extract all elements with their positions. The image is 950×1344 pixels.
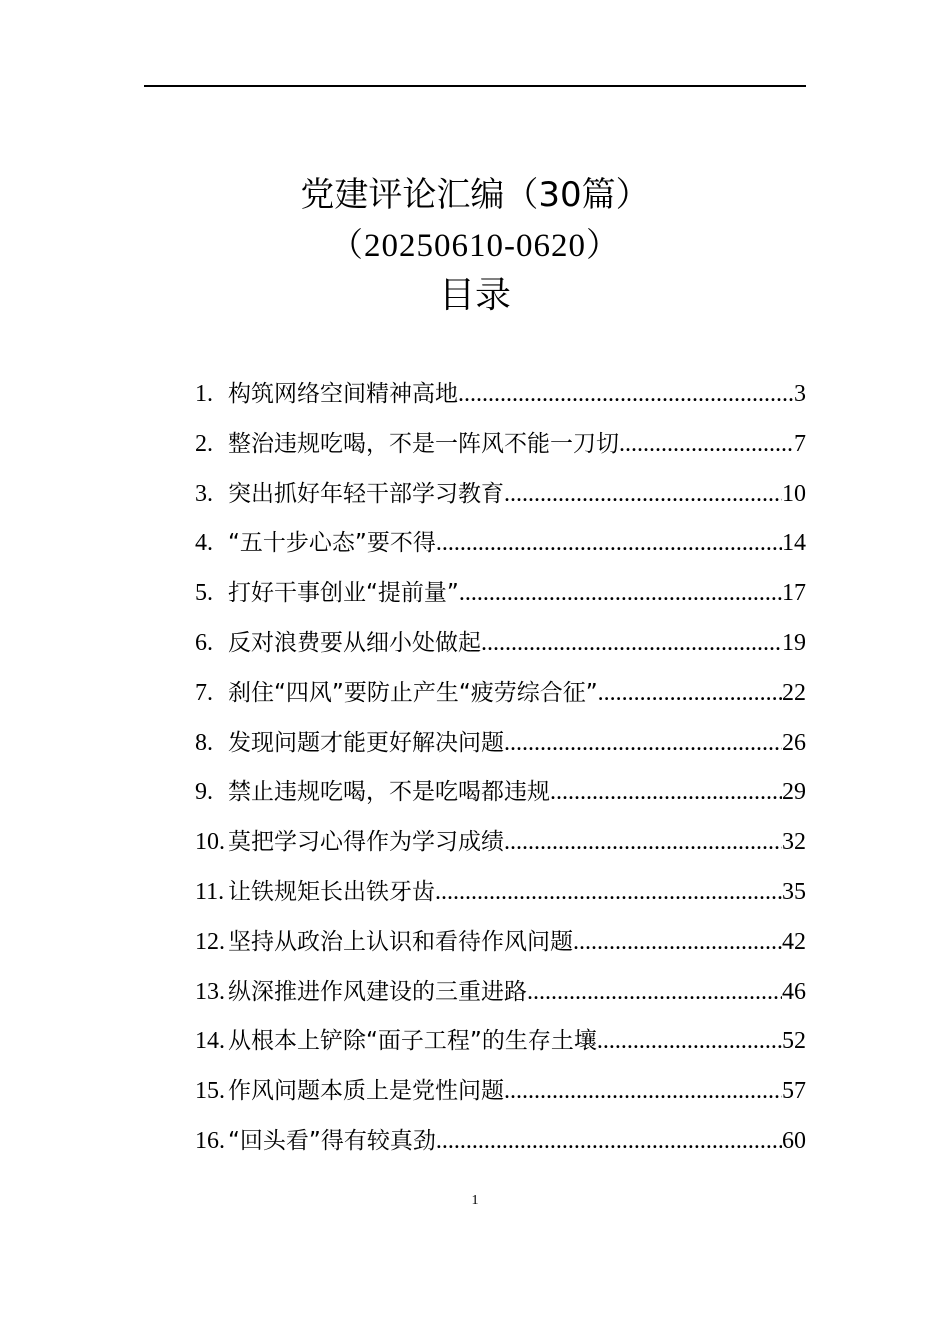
toc-entry[interactable] xyxy=(195,868,806,918)
toc-entry-number: 14. xyxy=(195,1028,225,1055)
toc-dot-leader xyxy=(458,370,794,420)
toc-dot-leader xyxy=(459,569,782,619)
toc-entry-number: 10. xyxy=(195,829,225,856)
toc-entry-page: 42 xyxy=(782,928,806,955)
toc-dot-leader xyxy=(598,669,782,719)
toc-entry-number: 16. xyxy=(195,1127,225,1154)
toc-entry-page: 17 xyxy=(782,580,806,607)
toc-entry-title: 禁止违规吃喝，不是吃喝都违规 xyxy=(228,779,550,806)
toc-entry[interactable] xyxy=(195,569,806,619)
toc-entry-page: 35 xyxy=(782,878,806,905)
toc-entry-page: 32 xyxy=(782,829,806,856)
toc-entry-title: 让铁规矩长出铁牙齿 xyxy=(228,878,435,905)
toc-entry-title: 突出抓好年轻干部学习教育 xyxy=(228,480,504,507)
document-date-range: （20250610-0620） xyxy=(330,228,620,264)
document-title: 党建评论汇编（30篇） xyxy=(300,175,650,215)
toc-entry-page: 57 xyxy=(782,1078,806,1105)
toc-entry-title: 作风问题本质上是党性问题 xyxy=(228,1078,504,1105)
toc-entry[interactable] xyxy=(195,1117,806,1167)
toc-entry-number: 4. xyxy=(195,530,213,557)
toc-entry[interactable] xyxy=(195,470,806,520)
toc-entry-number: 7. xyxy=(195,679,213,706)
toc-entry-page: 3 xyxy=(794,381,806,407)
toc-entry-page: 19 xyxy=(782,629,806,656)
toc-entry[interactable] xyxy=(195,719,806,769)
toc-entry-number: 9. xyxy=(195,779,213,806)
toc-dot-leader xyxy=(436,519,782,569)
toc-entry-title: “回头看”得有较真劲 xyxy=(228,1127,436,1154)
toc-entry-page: 26 xyxy=(782,729,806,756)
toc-entry-title: 莫把学习心得作为学习成绩 xyxy=(228,829,504,856)
toc-heading: 目录 xyxy=(438,275,511,316)
toc-entry-number: 2. xyxy=(195,430,213,457)
toc-entry-number: 15. xyxy=(195,1078,225,1105)
toc-entry-number: 3. xyxy=(195,480,213,507)
toc-entry-number: 13. xyxy=(195,978,225,1005)
toc-entry-title: 反对浪费要从细小处做起 xyxy=(228,629,481,656)
toc-entry[interactable] xyxy=(195,519,806,569)
toc-entry[interactable] xyxy=(195,768,806,818)
toc-entry-page: 10 xyxy=(782,480,806,507)
toc-entry-title: 从根本上铲除“面子工程”的生存土壤 xyxy=(228,1028,597,1055)
toc-entry-number: 11. xyxy=(195,878,225,905)
toc-entry[interactable] xyxy=(195,818,806,868)
toc-entry-number: 8. xyxy=(195,729,213,756)
toc-dot-leader xyxy=(436,1117,782,1167)
toc-entry-page: 22 xyxy=(782,679,806,706)
toc-dot-leader xyxy=(504,719,782,769)
toc-entry-title: 整治违规吃喝，不是一阵风不能一刀切 xyxy=(228,430,619,457)
toc-entry-title: 发现问题才能更好解决问题 xyxy=(228,729,504,756)
toc-entry-title: 构筑网络空间精神高地 xyxy=(228,381,458,407)
toc-dot-leader xyxy=(527,968,782,1018)
toc-entry-title: 坚持从政治上认识和看待作风问题 xyxy=(228,928,573,955)
toc-entry-number: 12. xyxy=(195,928,225,955)
toc-entry[interactable] xyxy=(195,1067,806,1117)
toc-entry[interactable] xyxy=(195,420,806,470)
toc-entry-page: 14 xyxy=(782,530,806,557)
toc-dot-leader xyxy=(435,868,782,918)
toc-dot-leader xyxy=(481,619,782,669)
toc-entry-number: 6. xyxy=(195,629,213,656)
toc-entry-number: 1. xyxy=(195,381,213,407)
page-number: 1 xyxy=(471,1193,479,1208)
toc-entry-page: 52 xyxy=(782,1028,806,1055)
toc-entry-title: 纵深推进作风建设的三重进路 xyxy=(228,978,527,1005)
toc-entry-title: 刹住“四风”要防止产生“疲劳综合征” xyxy=(228,679,598,706)
toc-dot-leader xyxy=(504,1067,782,1117)
toc-entry[interactable] xyxy=(195,918,806,968)
toc-entry[interactable] xyxy=(195,619,806,669)
header-rule xyxy=(144,85,806,87)
toc-entry-number: 5. xyxy=(195,580,213,607)
toc-dot-leader xyxy=(573,918,782,968)
toc-entry-title: 打好干事创业“提前量” xyxy=(228,580,459,607)
toc-entry-page: 29 xyxy=(782,779,806,806)
toc-entry-page: 7 xyxy=(794,430,806,457)
toc-dot-leader xyxy=(504,818,782,868)
table-of-contents xyxy=(195,370,806,1167)
toc-entry-page: 46 xyxy=(782,978,806,1005)
toc-entry[interactable] xyxy=(195,370,806,420)
toc-dot-leader xyxy=(597,1017,782,1067)
toc-entry[interactable] xyxy=(195,669,806,719)
toc-entry[interactable] xyxy=(195,968,806,1018)
toc-entry[interactable] xyxy=(195,1017,806,1067)
toc-entry-page: 60 xyxy=(782,1127,806,1154)
toc-dot-leader xyxy=(619,420,794,470)
toc-dot-leader xyxy=(504,470,782,520)
toc-dot-leader xyxy=(550,768,782,818)
toc-entry-title: “五十步心态”要不得 xyxy=(228,530,436,557)
